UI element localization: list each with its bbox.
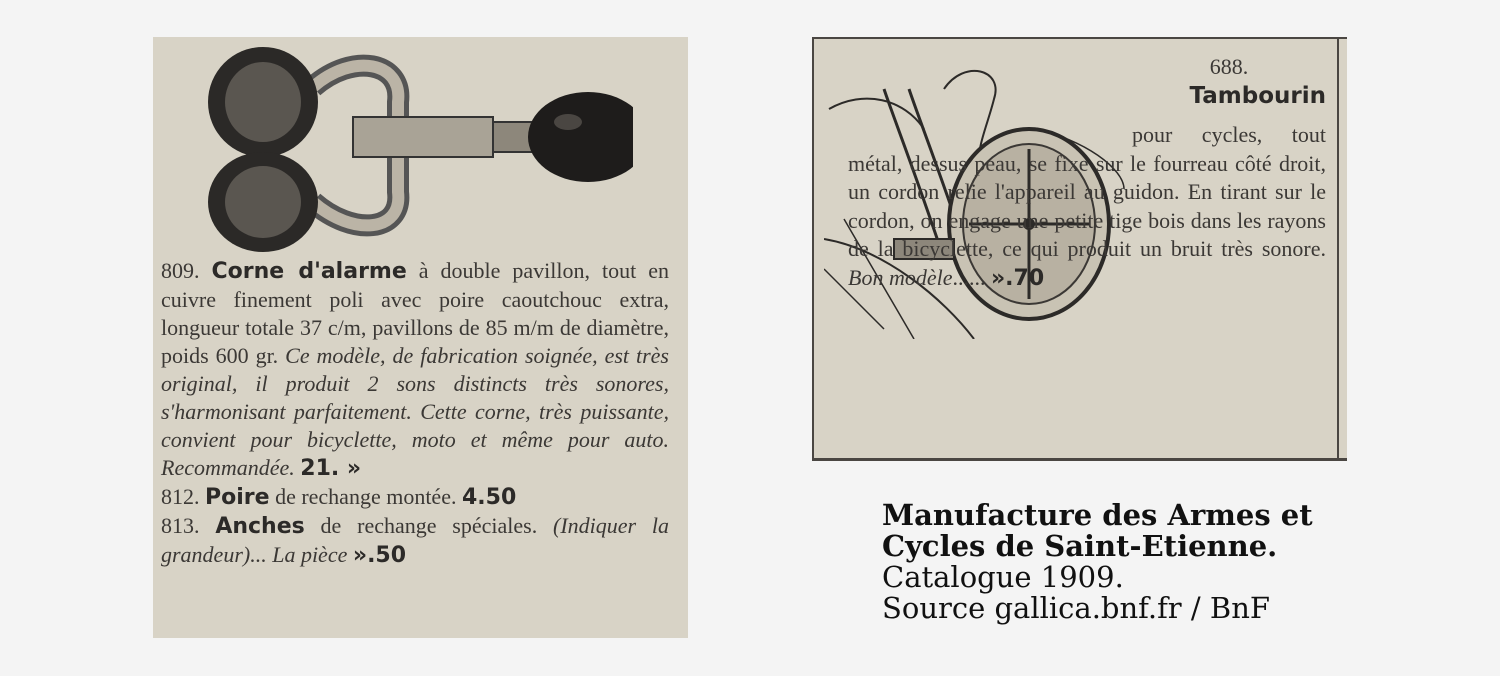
item-description: à double pavillon, tout en cuivre finement poli avec poire caoutchouc extra, longueur totale 37 c/m, pavillons de 85 m/m de diamètre, poids 600 gr. (161, 258, 669, 368)
caption-publisher-line1: Manufacture des Armes et (882, 498, 1313, 532)
item-name: Corne d'alarme (211, 259, 407, 284)
item-description: pour cycles, tout métal, dessus peau, se fixe sur le fourreau côté droit, un cordon relie l'appareil au guidon. En tirant sur le cordon, on engage une petite tige bois dans les rayons de la bicyclette, ce qui produit un bruit très sonore. (848, 122, 1326, 261)
item-description: de rechange montée. (275, 484, 457, 509)
item-italic-note: Ce modèle, de fabrication soignée, est très original, il produit 2 sons distincts très sonores, s'harmonisant parfaitement. Cette corne, très puissante, convient pour bicyclette, moto et même pour auto. Recommandée. (161, 343, 669, 480)
item-name: Poire (205, 485, 270, 510)
price-leader: ...... (952, 264, 986, 290)
horn-engraving-icon (203, 42, 633, 257)
item-number: 688. (1209, 54, 1249, 79)
caption-source: Source gallica.bnf.fr / BnF (882, 591, 1270, 625)
item-price: 21. » (300, 456, 362, 481)
item-number: 809. (161, 258, 200, 283)
item-price: 4.50 (461, 485, 517, 510)
item-price: ».50 (352, 543, 407, 568)
caption-catalogue-year: Catalogue 1909. (882, 560, 1124, 594)
image-caption (882, 500, 1382, 624)
item-name: Anches (215, 514, 305, 539)
catalogue-clipping-tambourine (812, 37, 1347, 461)
catalogue-clipping-horn (153, 37, 688, 638)
item-price: ».70 (990, 265, 1045, 291)
item-italic-note: (Indiquer la grandeur)... La pièce (161, 513, 670, 567)
item-name: Tambourin (1189, 82, 1326, 109)
item-number: 813. (161, 513, 200, 538)
caption-publisher-line2: Cycles de Saint-Etienne. (882, 529, 1278, 563)
item-italic-note: Bon modèle (848, 264, 953, 290)
item-description: de rechange spéciales. (320, 513, 538, 538)
item-number: 812. (161, 484, 200, 509)
